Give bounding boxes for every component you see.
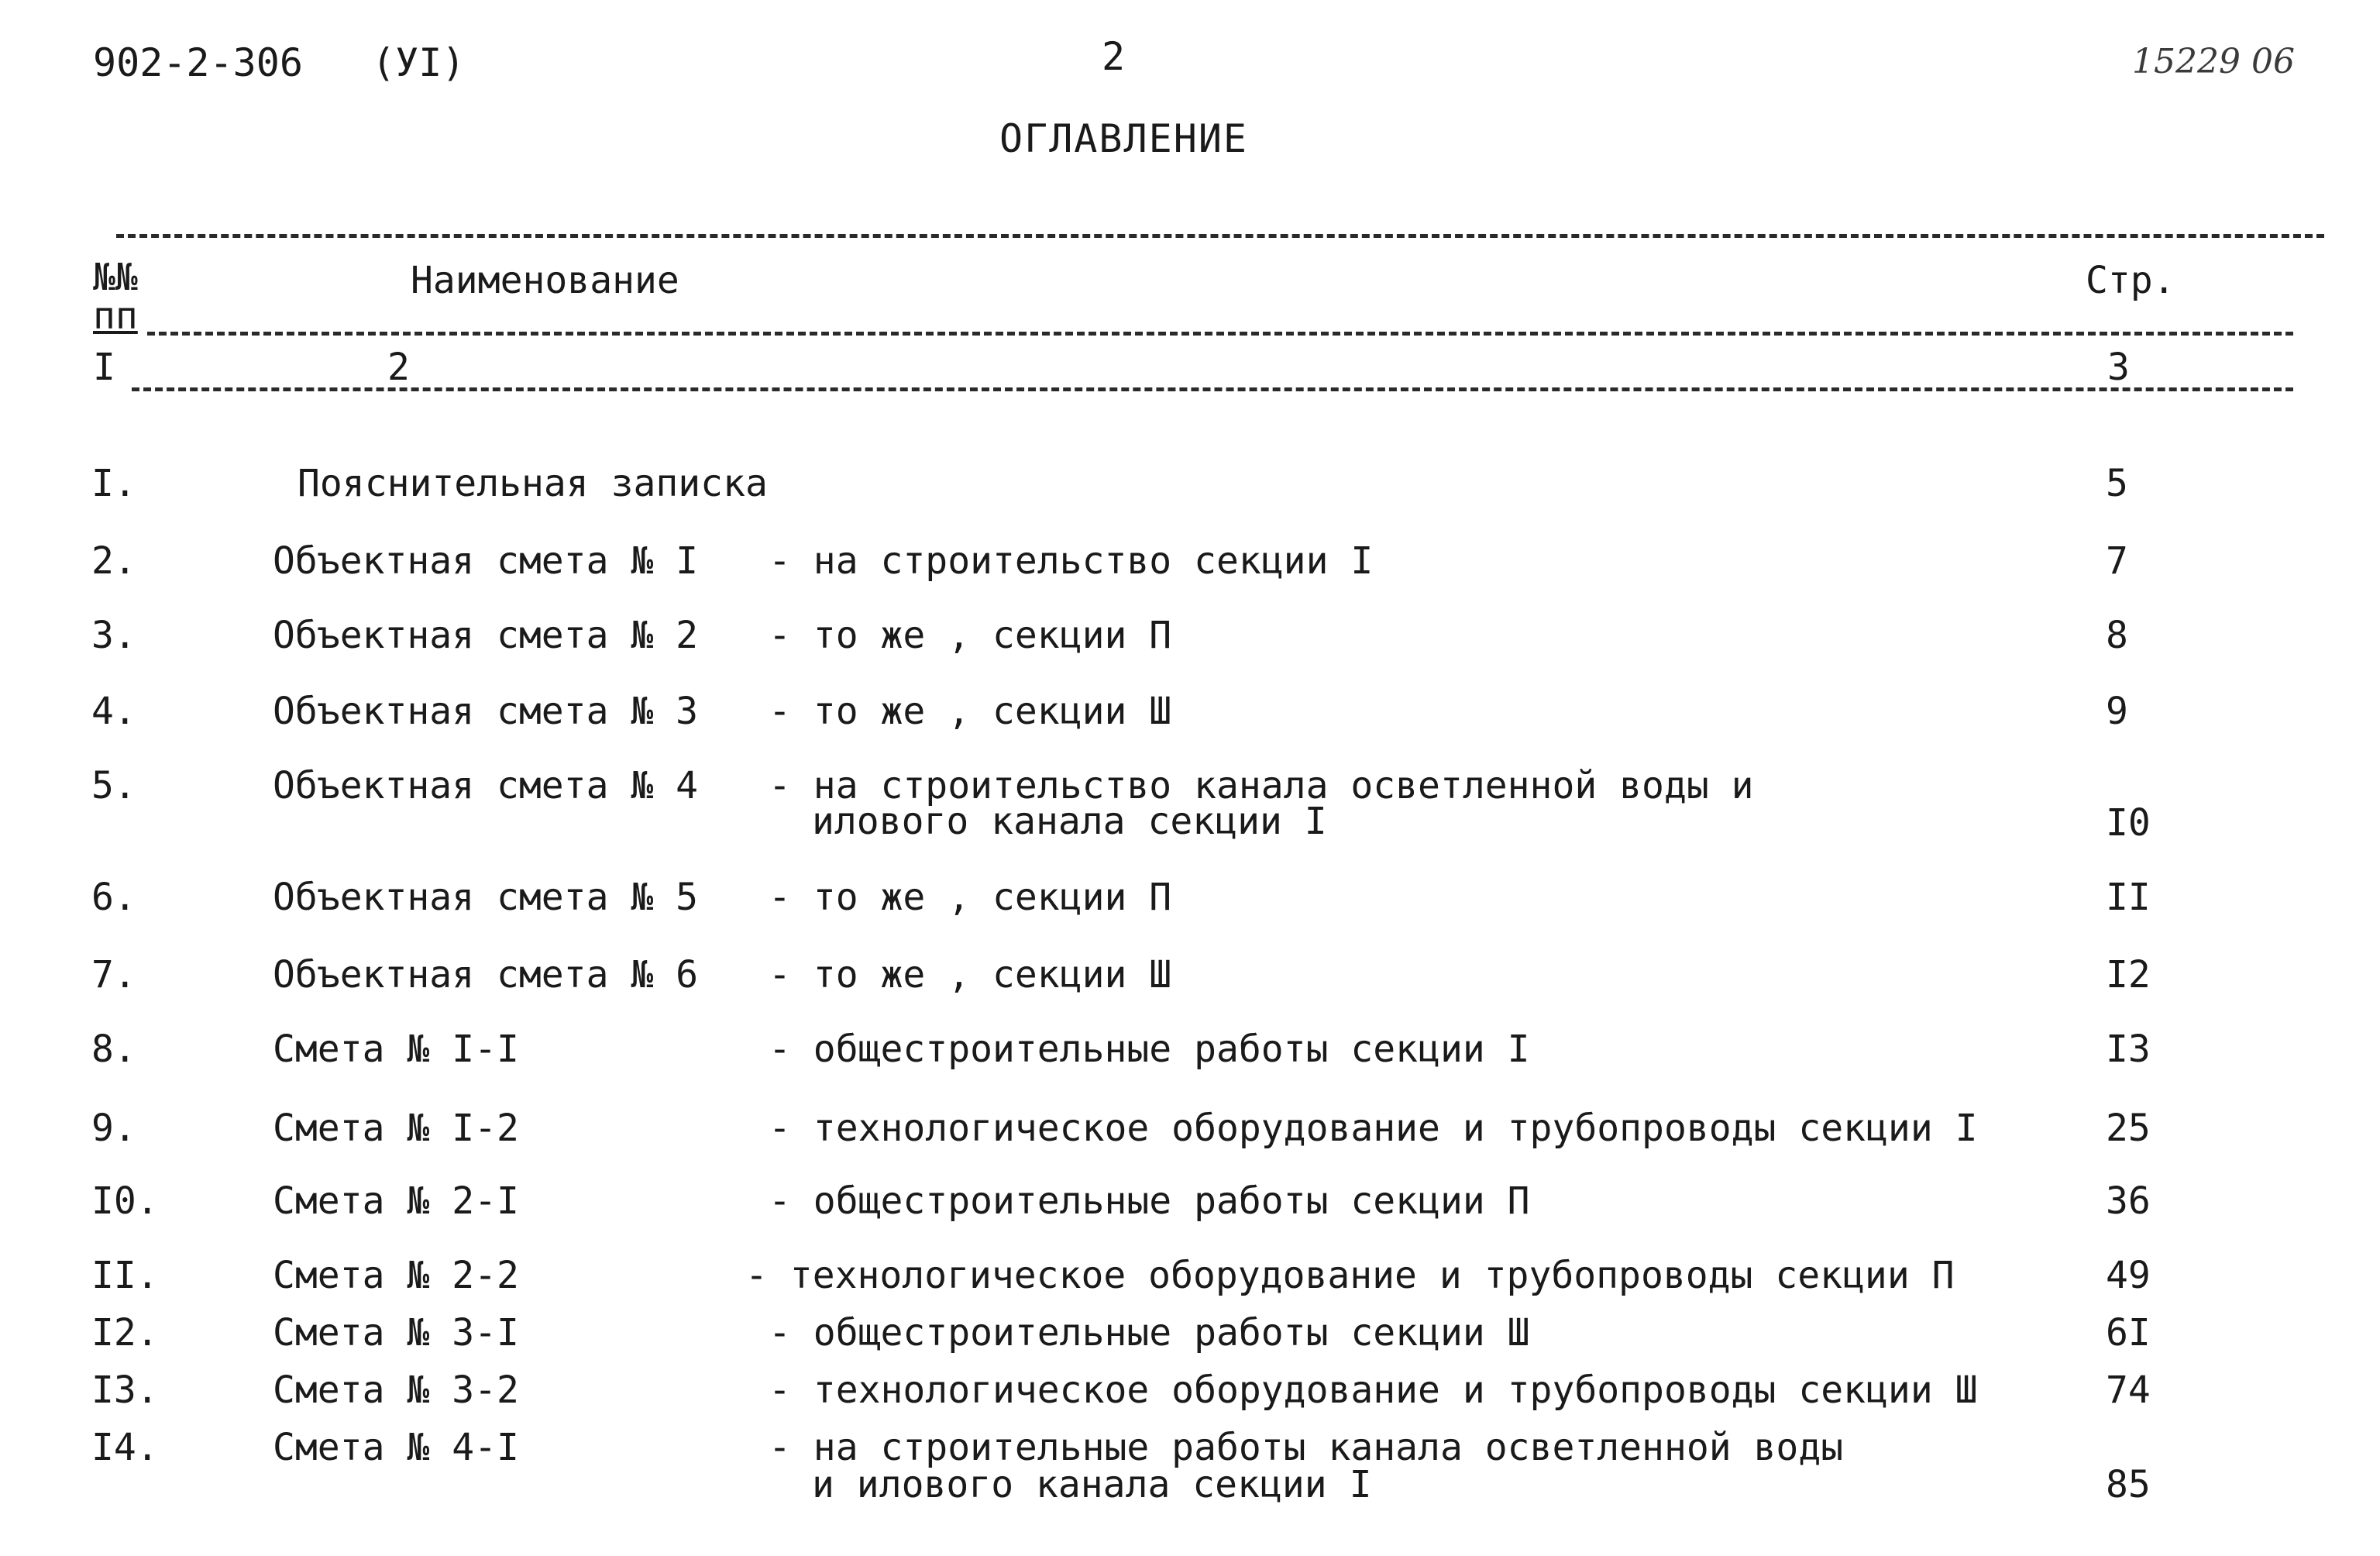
table-top-rule [116,234,2324,238]
row-description: - технологическое оборудование и трубопроводы секции П [745,1254,1955,1297]
row-number: 3. [91,614,136,657]
row-description: - общестроительные работы секции П [769,1179,1530,1223]
row-description: - на строительство канала осветленной воды и [769,764,1754,807]
row-number: 5. [91,764,136,807]
row-page: I0 [2106,801,2151,845]
row-description: - на строительные работы канала осветленной воды [769,1426,1844,1469]
row-page: 85 [2106,1463,2151,1506]
row-number: I. [91,462,136,505]
column-index-1: I [93,346,115,389]
row-page: I2 [2106,953,2151,997]
row-number: I0. [91,1179,159,1223]
row-number: I4. [91,1426,159,1469]
row-name: Смета № 4-I [273,1426,519,1469]
row-description: - на строительство секции I [769,539,1374,583]
row-page: 36 [2106,1179,2151,1223]
row-number: 7. [91,953,136,997]
row-name: Смета № 2-I [273,1179,519,1223]
name-column-header: Наименование [411,259,679,302]
row-name: Объектная смета № 3 [273,690,699,733]
row-name: Смета № I-2 [273,1107,519,1150]
num-column-header: №№ [93,256,138,299]
row-description: - то же , секции П [769,614,1172,657]
row-name: Смета № 3-I [273,1311,519,1355]
row-name: Смета № 2-2 [273,1254,519,1297]
row-page: I3 [2106,1028,2151,1071]
row-number: I2. [91,1311,159,1355]
row-description-cont: илового канала секции I [812,800,1327,843]
row-name: Объектная смета № 5 [273,876,699,919]
row-page: 9 [2106,690,2128,733]
page-column-header: Стр. [2086,259,2175,302]
row-name: Объектная смета № 2 [273,614,699,657]
row-number: 6. [91,876,136,919]
row-name: Пояснительная записка [298,462,768,505]
row-page: 7 [2106,539,2128,583]
row-page: 25 [2106,1107,2151,1150]
row-description: - технологическое оборудование и трубопроводы секции Ш [769,1368,1978,1412]
row-number: II. [91,1254,159,1297]
row-page: 74 [2106,1368,2151,1412]
num-column-subheader: пп [93,294,138,338]
row-page: II [2106,876,2151,919]
row-number: 2. [91,539,136,583]
row-number: 9. [91,1107,136,1150]
page-number: 2 [1102,34,1126,79]
row-description: - общестроительные работы секции Ш [769,1311,1530,1355]
row-page: 8 [2106,614,2128,657]
table-index-rule [132,387,2293,391]
document-code: 902-2-306 [93,40,303,85]
page-title: ОГЛАВЛЕНИЕ [999,116,1249,161]
row-name: Объектная смета № 4 [273,764,699,807]
row-page: 6I [2106,1311,2151,1355]
column-index-3: 3 [2107,346,2130,389]
row-description: - то же , секции Ш [769,690,1172,733]
row-name: Объектная смета № 6 [273,953,699,997]
row-page: 5 [2106,462,2128,505]
document-part: (УI) [372,40,466,85]
row-number: 4. [91,690,136,733]
row-number: I3. [91,1368,159,1412]
row-number: 8. [91,1028,136,1071]
row-description: - то же , секции П [769,876,1172,919]
row-page: 49 [2106,1254,2151,1297]
row-description: - общестроительные работы секции I [769,1028,1530,1071]
row-description: - то же , секции Ш [769,953,1172,997]
row-description: - технологическое оборудование и трубопроводы секции I [769,1107,1978,1150]
row-name: Смета № 3-2 [273,1368,519,1412]
row-name: Объектная смета № I [273,539,699,583]
handwritten-number: 15229 06 [2132,42,2295,81]
column-index-2: 2 [387,346,410,389]
table-header-rule [147,332,2293,336]
row-description-cont: и илового канала секции I [812,1463,1372,1506]
row-name: Смета № I-I [273,1028,519,1071]
